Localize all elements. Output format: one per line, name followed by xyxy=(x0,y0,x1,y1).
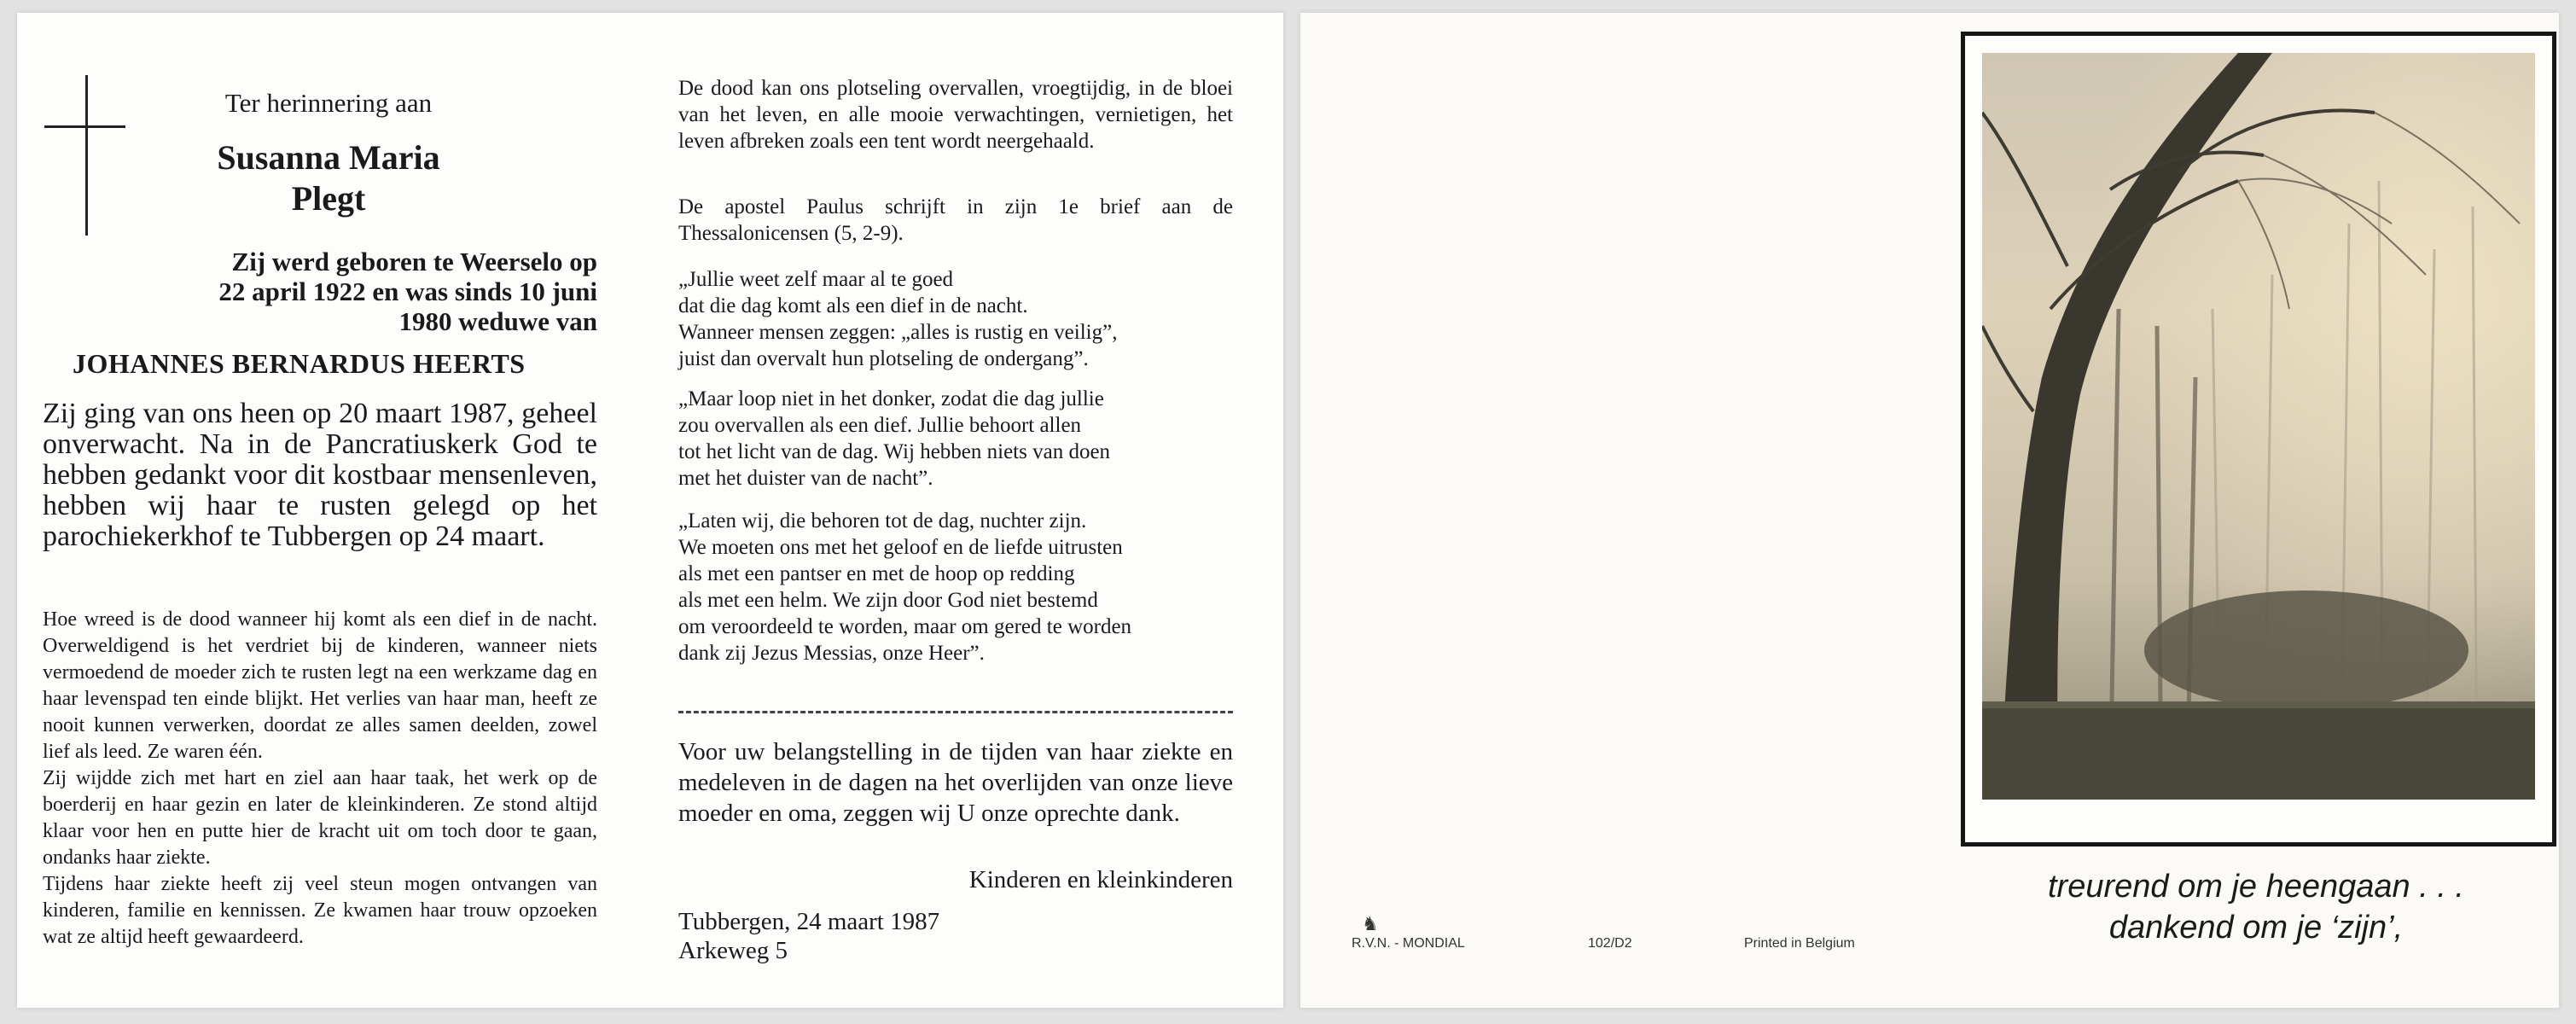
birth-line: 1980 weduwe van xyxy=(398,306,597,336)
bible-quote xyxy=(678,508,1233,666)
dashed-divider xyxy=(678,711,1233,713)
cover-motto xyxy=(1992,866,2521,948)
quote-line: om veroordeeld te worden, maar om gered te worden xyxy=(678,615,1132,638)
card-code: 102/D2 xyxy=(1588,936,1632,951)
place-and-address xyxy=(678,907,939,965)
bible-quote xyxy=(678,386,1233,492)
quote-line: dat die dag komt als een dief in de nacht. xyxy=(678,294,1028,317)
death-reflection: De dood kan ons plotseling overvallen, vroegtijdig, in de bloei van het leven, en alle mooie verwachtingen, vernietigen, het leven afbreken zoals een tent wordt neergehaald. xyxy=(678,77,1233,153)
life-paragraph: Tijdens haar ziekte heeft zij veel steun mogen ontvangen van kinderen, familie en kennissen. Ze kwamen haar trouw opzoeken wat ze altijd heeft gewaardeerd. xyxy=(43,873,597,948)
quote-line: We moeten ons met het geloof en de liefde uitrusten xyxy=(678,536,1123,559)
remembrance-heading: Ter herinnering aan xyxy=(224,88,433,118)
birth-line: Zij werd geboren te Weerselo op xyxy=(231,247,597,276)
life-paragraph: Hoe wreed is de dood wanneer hij komt als een dief in de nacht. Overweldigend is het verdriet bij de kinderen, wanneer niets vermoedend de moeder zich te rusten legt na een werkzame dag en haar levenspad ten einde blijkt. Het verlies van haar man, heeft ze nooit kunnen verwerken, doordat ze alles samen deelden, zowel lief als leed. Ze waren één. xyxy=(43,608,597,763)
printer-imprint: R.V.N. - MONDIAL xyxy=(1352,936,1465,951)
life-paragraph: Zij wijdde zich met hart en ziel aan haar taak, het werk op de boerderij en haar gezin en later de kleinkinderen. Ze stond altijd klaar voor hen en putte hier de kracht uit om toch door te gaan, ondanks haar ziekte. xyxy=(43,767,597,869)
birth-info xyxy=(145,247,597,336)
photo-frame xyxy=(1961,32,2556,847)
quote-line: Wanneer mensen zeggen: „alles is rustig en veilig”, xyxy=(678,321,1118,344)
birth-line: 22 april 1922 en was sinds 10 juni xyxy=(218,276,597,306)
signoff: Kinderen en kleinkinderen xyxy=(968,866,1233,893)
quote-line: „Laten wij, die behoren tot de dag, nuchter zijn. xyxy=(678,509,1087,532)
quote-line: dank zij Jezus Messias, onze Heer”. xyxy=(678,642,985,665)
name-first: Susanna Maria xyxy=(217,138,440,177)
thanks-paragraph: Voor uw belangstelling in de tijden van haar ziekte en medeleven in de dagen na het overlijden van onze lieve moeder en oma, zeggen wij U onze oprechte dank. xyxy=(678,738,1233,827)
cover-spread xyxy=(1300,13,2559,1008)
life-paragraphs xyxy=(43,607,597,951)
printed-in: Printed in Belgium xyxy=(1744,936,1855,951)
quote-line: zou overvallen als een dief. Jullie behoort allen xyxy=(678,414,1082,437)
quote-line: als met een helm. We zijn door God niet bestemd xyxy=(678,589,1098,612)
quote-line: tot het licht van de dag. Wij hebben niets van doen xyxy=(678,440,1111,463)
quote-line: „Jullie weet zelf maar al te goed xyxy=(678,268,954,291)
quote-line: „Maar loop niet in het donker, zodat die dag jullie xyxy=(678,387,1104,410)
passing-paragraph: Zij ging van ons heen op 20 maart 1987, geheel onverwacht. Na in de Pancratiuskerk God te hebben gedankt voor dit kostbaar mensenleven, hebben wij haar te rusten gelegd op het parochiekerkhof te Tubbergen op 24 maart. xyxy=(43,398,597,552)
motto-line: treurend om je heengaan . . . xyxy=(2048,869,2464,905)
name-last: Plegt xyxy=(291,179,366,218)
motto-line: dankend om je ‘zijn’, xyxy=(2108,910,2404,945)
squirrel-icon: ♞ xyxy=(1362,913,1379,934)
quote-line: juist dan overvalt hun plotseling de ondergang”. xyxy=(678,347,1089,370)
misty-forest-photo xyxy=(1982,53,2535,800)
inner-spread xyxy=(17,13,1283,1008)
quote-line: als met een pantser en met de hoop op redding xyxy=(678,562,1075,585)
place-date: Tubbergen, 24 maart 1987 xyxy=(678,908,940,935)
spouse-name: JOHANNES BERNARDUS HEERTS xyxy=(73,348,526,379)
address: Arkeweg 5 xyxy=(678,937,788,964)
deceased-name xyxy=(171,137,486,219)
apostle-intro: De apostel Paulus schrijft in zijn 1e brief aan de Thessalonicensen (5, 2-9). xyxy=(678,195,1233,245)
quote-line: met het duister van de nacht”. xyxy=(678,467,933,490)
bible-quote xyxy=(678,266,1233,372)
